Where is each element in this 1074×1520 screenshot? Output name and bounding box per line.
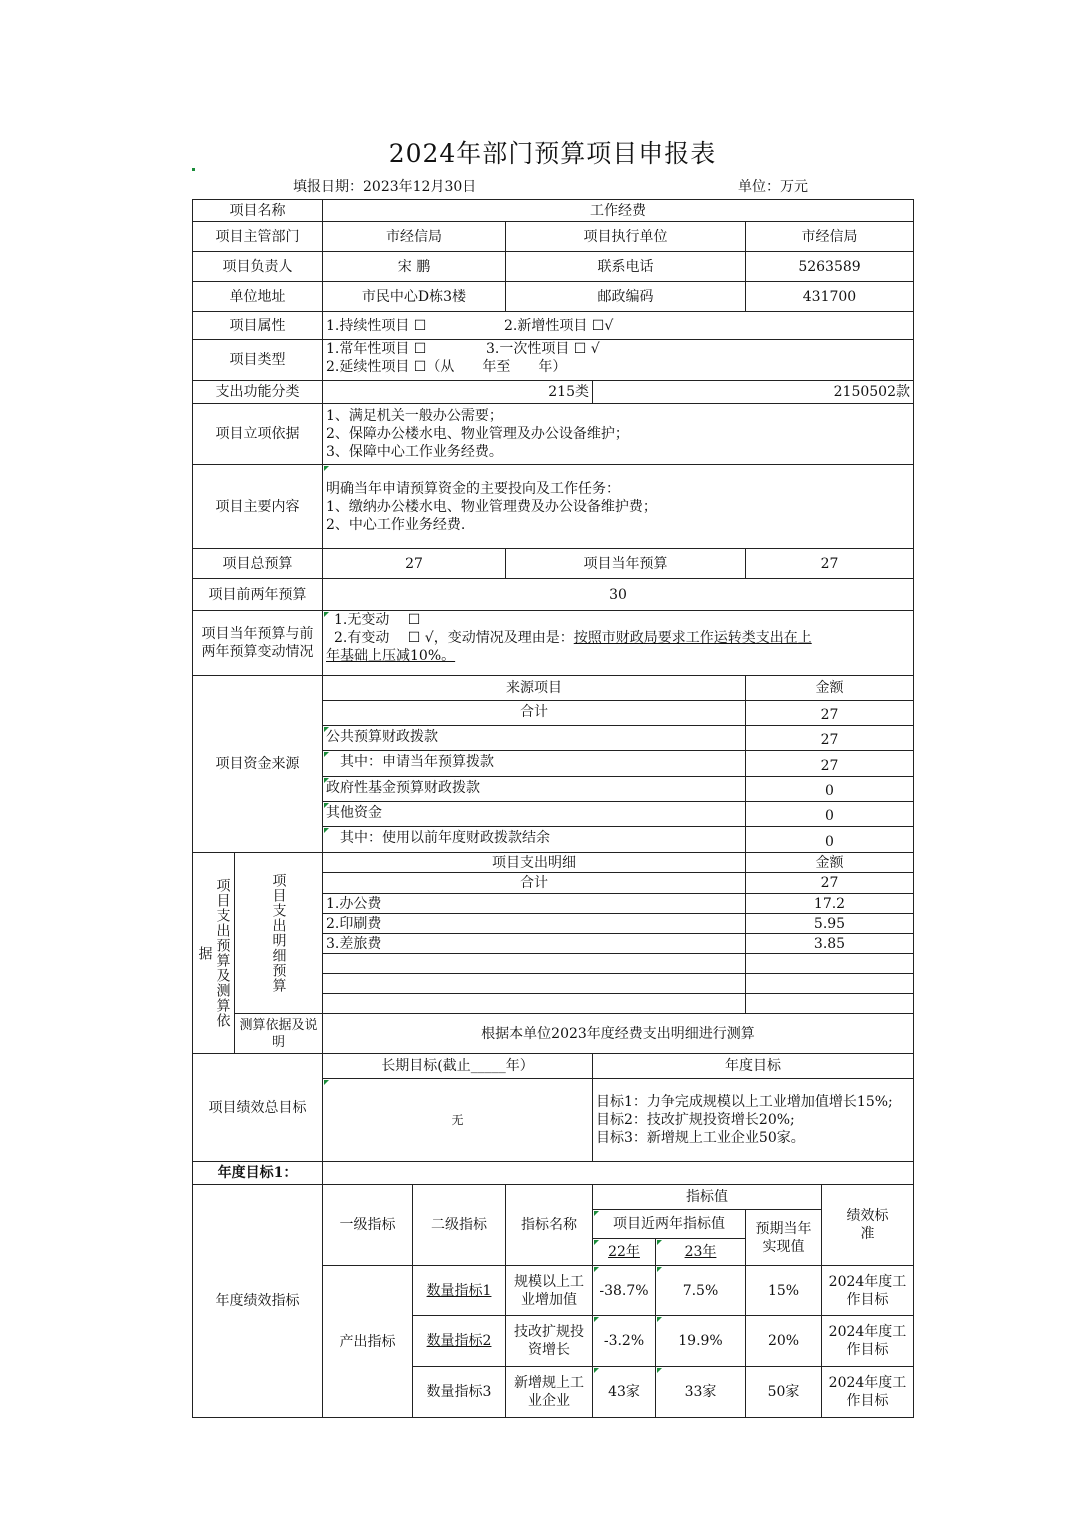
funding-row-amount: 27 bbox=[745, 700, 914, 726]
indicator-level2 bbox=[412, 1366, 506, 1418]
funding-row-source: 其中：使用以前年度财政拨款结余 bbox=[322, 826, 746, 853]
indicator-name: 新增规上工业企业 bbox=[505, 1366, 593, 1418]
value-change bbox=[322, 610, 914, 676]
indicator-y23: 33家 bbox=[655, 1366, 746, 1418]
hdr-y22 bbox=[592, 1238, 656, 1266]
attr-option-2: 2.新增性项目 ☐√ bbox=[504, 317, 614, 334]
type-option-2: 2.延续性项目 ☐（从 年至 年） bbox=[326, 359, 567, 375]
hdr-y23 bbox=[655, 1238, 746, 1266]
label-total-budget: 项目总预算 bbox=[192, 548, 323, 579]
hdr-name: 指标名称 bbox=[505, 1184, 593, 1266]
label-prev-budget: 项目前两年预算 bbox=[192, 578, 323, 611]
indicator-standard: 2024年度工作目标 bbox=[821, 1265, 914, 1316]
annual-goal-value: 目标1：力争完成规模以上工业增加值增长15%; 目标2：技改扩规投资增长20%; 目标3：新增规上工业企业50家。 bbox=[592, 1078, 914, 1162]
indicator-level2-text: 数量指标3 bbox=[426, 1384, 492, 1400]
value-postcode: 431700 bbox=[745, 281, 914, 312]
value-attribute bbox=[322, 311, 914, 340]
indicator-y23: 19.9% bbox=[655, 1315, 746, 1367]
page-title: 2024年部门预算项目申报表 bbox=[388, 139, 717, 168]
indicator-expected: 20% bbox=[745, 1315, 822, 1367]
label-postcode: 邮政编码 bbox=[505, 281, 746, 312]
hdr-level2: 二级指标 bbox=[412, 1184, 506, 1266]
hdr-y22-text: 22年 bbox=[608, 1244, 640, 1260]
label-expense-sub-text: 项目支出明细预算 bbox=[270, 873, 287, 993]
label-func-class: 支出功能分类 bbox=[192, 380, 323, 404]
indicator-level2 bbox=[412, 1315, 506, 1367]
label-address: 单位地址 bbox=[192, 281, 323, 312]
label-attribute: 项目属性 bbox=[192, 311, 323, 340]
label-project-name: 项目名称 bbox=[192, 199, 323, 222]
label-change: 项目当年预算与前两年预算变动情况 bbox=[192, 610, 323, 676]
funding-row-amount: 0 bbox=[745, 776, 914, 802]
expense-header-item: 项目支出明细 bbox=[322, 852, 746, 873]
expense-row-item: 合计 bbox=[322, 872, 746, 894]
attr-option-1: 1.持续性项目 ☐ bbox=[326, 317, 427, 334]
expense-row-amount: 17.2 bbox=[745, 893, 914, 914]
indicator-name: 技改扩规投资增长 bbox=[505, 1315, 593, 1367]
expense-row-amount bbox=[745, 993, 914, 1014]
change-reason-a: 按照市财政局要求工作运转类支出在上 bbox=[573, 630, 812, 646]
value-phone: 5263589 bbox=[745, 251, 914, 282]
value-func-class: 215类 bbox=[322, 380, 593, 404]
hdr-standard: 绩效标准 bbox=[821, 1184, 914, 1266]
indicator-y22: -3.2% bbox=[592, 1315, 656, 1367]
funding-row-source: 政府性基金预算财政拨款 bbox=[322, 776, 746, 802]
type-option-1: 1.常年性项目 ☐ bbox=[326, 341, 427, 357]
label-dept: 项目主管部门 bbox=[192, 221, 323, 252]
indicator-level2-text: 数量指标1 bbox=[426, 1282, 492, 1299]
value-content: 明确当年申请预算资金的主要投向及工作任务： 1、缴纳办公楼水电、物业管理费及办公设备维护费； 2、中心工作业务经费. bbox=[322, 464, 914, 549]
funding-header-source: 来源项目 bbox=[322, 675, 746, 701]
long-goal-header: 长期目标(截止_____年） bbox=[322, 1053, 593, 1079]
expense-row-item: 2.印刷费 bbox=[322, 913, 746, 934]
expense-row-amount: 5.95 bbox=[745, 913, 914, 934]
funding-row-amount: 27 bbox=[745, 725, 914, 751]
value-project-name: 工作经费 bbox=[322, 199, 914, 222]
indicator-level2 bbox=[412, 1265, 506, 1316]
indicator-name: 规模以上工业增加值 bbox=[505, 1265, 593, 1316]
expense-row-amount: 27 bbox=[745, 872, 914, 894]
indicator-y22: -38.7% bbox=[592, 1265, 656, 1316]
value-total-budget: 27 bbox=[322, 548, 506, 579]
expense-row-item bbox=[322, 953, 746, 974]
label-expense bbox=[192, 852, 235, 1054]
expense-row-item: 1.办公费 bbox=[322, 893, 746, 914]
value-func-item: 2150502款 bbox=[592, 380, 914, 404]
hdr-level1: 一级指标 bbox=[322, 1184, 413, 1266]
hdr-recent: 项目近两年指标值 bbox=[592, 1209, 746, 1239]
funding-row-source: 合计 bbox=[322, 700, 746, 726]
funding-row-amount: 0 bbox=[745, 826, 914, 853]
indicator-y23: 7.5% bbox=[655, 1265, 746, 1316]
expense-row-item bbox=[322, 993, 746, 1014]
long-goal-value: 无 bbox=[322, 1078, 593, 1162]
label-annual-perf: 年度绩效指标 bbox=[192, 1184, 323, 1418]
funding-row-amount: 0 bbox=[745, 801, 914, 827]
label-leader: 项目负责人 bbox=[192, 251, 323, 282]
label-exec-unit: 项目执行单位 bbox=[505, 221, 746, 252]
expense-row-amount bbox=[745, 953, 914, 974]
indicator-standard: 2024年度工作目标 bbox=[821, 1366, 914, 1418]
value-basis: 1、满足机关一般办公需要； 2、保障办公楼水电、物业管理及办公设备维护； 3、保障中心工作业务经费。 bbox=[322, 403, 914, 465]
label-content: 项目主要内容 bbox=[192, 464, 323, 549]
change-reason-b: 年基础上压减10%。 bbox=[326, 648, 456, 664]
indicator-y22: 43家 bbox=[592, 1366, 656, 1418]
annual-goal1-value bbox=[322, 1161, 914, 1185]
hdr-expected: 预期当年实现值 bbox=[745, 1209, 822, 1266]
value-dept: 市经信局 bbox=[322, 221, 506, 252]
value-calc-basis: 根据本单位2023年度经费支出明细进行测算 bbox=[322, 1013, 914, 1054]
label-basis: 项目立项依据 bbox=[192, 403, 323, 465]
funding-row-amount: 27 bbox=[745, 750, 914, 777]
expense-row-amount bbox=[745, 973, 914, 994]
fill-date: 填报日期：2023年12月30日 bbox=[293, 179, 477, 195]
label-calc-basis: 测算依据及说明 bbox=[234, 1013, 323, 1054]
value-exec-unit: 市经信局 bbox=[745, 221, 914, 252]
funding-row-source: 公共预算财政拨款 bbox=[322, 725, 746, 751]
hdr-value: 指标值 bbox=[592, 1184, 822, 1210]
value-type bbox=[322, 339, 914, 381]
expense-row-amount: 3.85 bbox=[745, 933, 914, 954]
indicator-expected: 15% bbox=[745, 1265, 822, 1316]
indicator-expected: 50家 bbox=[745, 1366, 822, 1418]
label-type: 项目类型 bbox=[192, 339, 323, 381]
expense-row-item: 3.差旅费 bbox=[322, 933, 746, 954]
hdr-y23-text: 23年 bbox=[684, 1244, 717, 1260]
unit-label: 单位：万元 bbox=[738, 179, 808, 195]
output-indicator-label: 产出指标 bbox=[322, 1265, 413, 1418]
value-prev-budget: 30 bbox=[322, 578, 914, 611]
value-leader: 宋 鹏 bbox=[322, 251, 506, 282]
annual-goal-header: 年度目标 bbox=[592, 1053, 914, 1079]
change-option-2: 2.有变动 ☐ √，变动情况及理由是： bbox=[334, 630, 574, 646]
indicator-standard: 2024年度工作目标 bbox=[821, 1315, 914, 1367]
value-address: 市民中心D栋3楼 bbox=[322, 281, 506, 312]
funding-row-source: 其他资金 bbox=[322, 801, 746, 827]
value-current-budget: 27 bbox=[745, 548, 914, 579]
type-option-3: 3.一次性项目 ☐ √ bbox=[486, 341, 600, 357]
label-funding: 项目资金来源 bbox=[192, 675, 323, 853]
indicator-level2-text: 数量指标2 bbox=[426, 1333, 492, 1349]
expense-header-amount: 金额 bbox=[745, 852, 914, 873]
expense-row-item bbox=[322, 973, 746, 994]
label-expense-text: 项目支出预算及测算依据 bbox=[196, 878, 231, 1028]
funding-row-source: 其中：申请当年预算拨款 bbox=[322, 750, 746, 777]
label-annual-goal1: 年度目标1： bbox=[192, 1161, 323, 1185]
funding-header-amount: 金额 bbox=[745, 675, 914, 701]
label-phone: 联系电话 bbox=[505, 251, 746, 282]
change-option-1: 1.无变动 ☐ bbox=[334, 612, 421, 628]
label-expense-sub bbox=[234, 852, 323, 1014]
label-current-budget: 项目当年预算 bbox=[505, 548, 746, 579]
label-perf-total: 项目绩效总目标 bbox=[192, 1053, 323, 1162]
